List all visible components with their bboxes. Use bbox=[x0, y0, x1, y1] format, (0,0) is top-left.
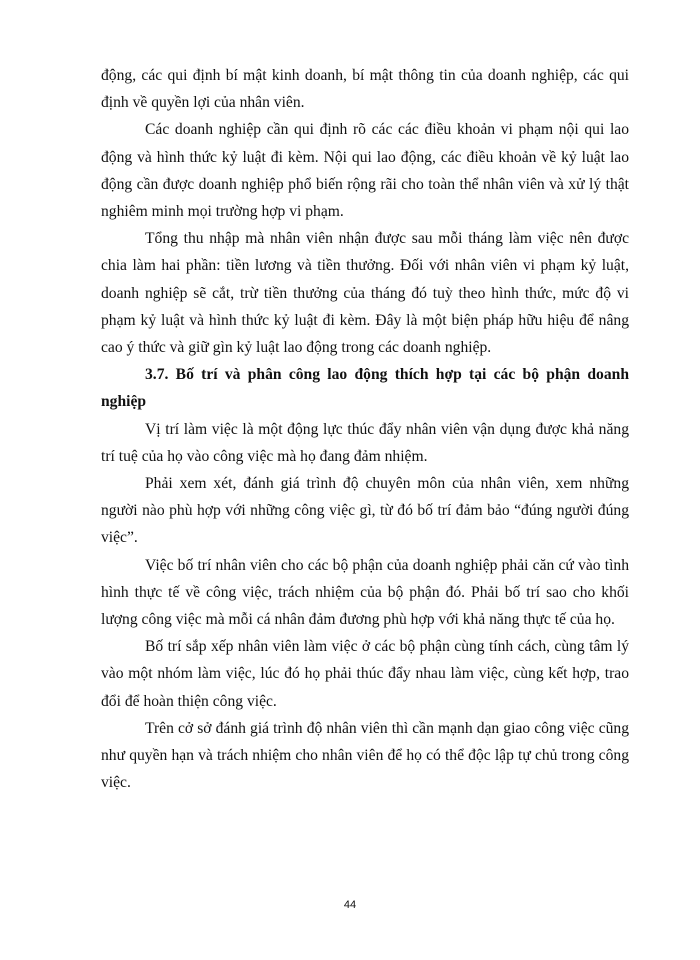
paragraph-evaluation: Phải xem xét, đánh giá trình độ chuyên môn của nhân viên, xem những người nào phù hợp với những công việc gì, từ đó bố trí đảm bảo “đúng người đúng việc”. bbox=[101, 475, 629, 547]
page-number: 44 bbox=[343, 899, 357, 911]
paragraph-team-arrangement: Bố trí sắp xếp nhân viên làm việc ở các bộ phận cùng tính cách, cùng tâm lý vào một nhóm làm việc, lúc đó họ phải thúc đẩy nhau làm việc, cùng kết hợp, trao đổi để hoàn thiện công việc. bbox=[101, 638, 629, 710]
document-body bbox=[101, 62, 629, 796]
paragraph-income-structure: Tổng thu nhập mà nhân viên nhận được sau mỗi tháng làm việc nên được chia làm hai phần: tiền lương và tiền thưởng. Đối với nhân viên vi phạm kỷ luật, doanh nghiệp sẽ cắt, trừ tiền thưởng của tháng đó tuỳ theo hình thức, mức độ vi phạm kỷ luật và hình thức kỷ luật đi kèm. Đây là một biện pháp hữu hiệu để nâng cao ý thức và giữ gìn kỷ luật lao động trong các doanh nghiệp. bbox=[101, 230, 629, 357]
paragraph-discipline-rules: Các doanh nghiệp cần qui định rõ các các điều khoản vi phạm nội qui lao động và hình thức kỷ luật đi kèm. Nội qui lao động, các điều khoản về kỷ luật lao động cần được doanh nghiệp phổ biến rộng rãi cho toàn thể nhân viên và xử lý thật nghiêm minh mọi trường hợp vi phạm. bbox=[101, 121, 629, 221]
paragraph-continuation: động, các qui định bí mật kinh doanh, bí mật thông tin của doanh nghiệp, các qui định về quyền lợi của nhân viên. bbox=[101, 67, 629, 112]
paragraph-work-position: Vị trí làm việc là một động lực thúc đẩy nhân viên vận dụng được khả năng trí tuệ của họ vào công việc mà họ đang đảm nhiệm. bbox=[101, 420, 629, 465]
paragraph-delegation: Trên cở sở đánh giá trình độ nhân viên thì cần mạnh dạn giao công việc cũng như quyền hạn và trách nhiệm cho nhân viên để họ có thể độc lập tự chủ trong công việc. bbox=[101, 719, 629, 792]
paragraph-staff-assignment: Việc bố trí nhân viên cho các bộ phận của doanh nghiệp phải căn cứ vào tình hình thực tế về công việc, trách nhiệm của bộ phận đó. Phải bố trí sao cho khối lượng công việc mà mỗi cá nhân đảm đương phù hợp với khả năng thực tế của họ. bbox=[101, 556, 629, 629]
section-heading: 3.7. Bố trí và phân công lao động thích hợp tại các bộ phận doanh nghiệp bbox=[101, 366, 629, 411]
